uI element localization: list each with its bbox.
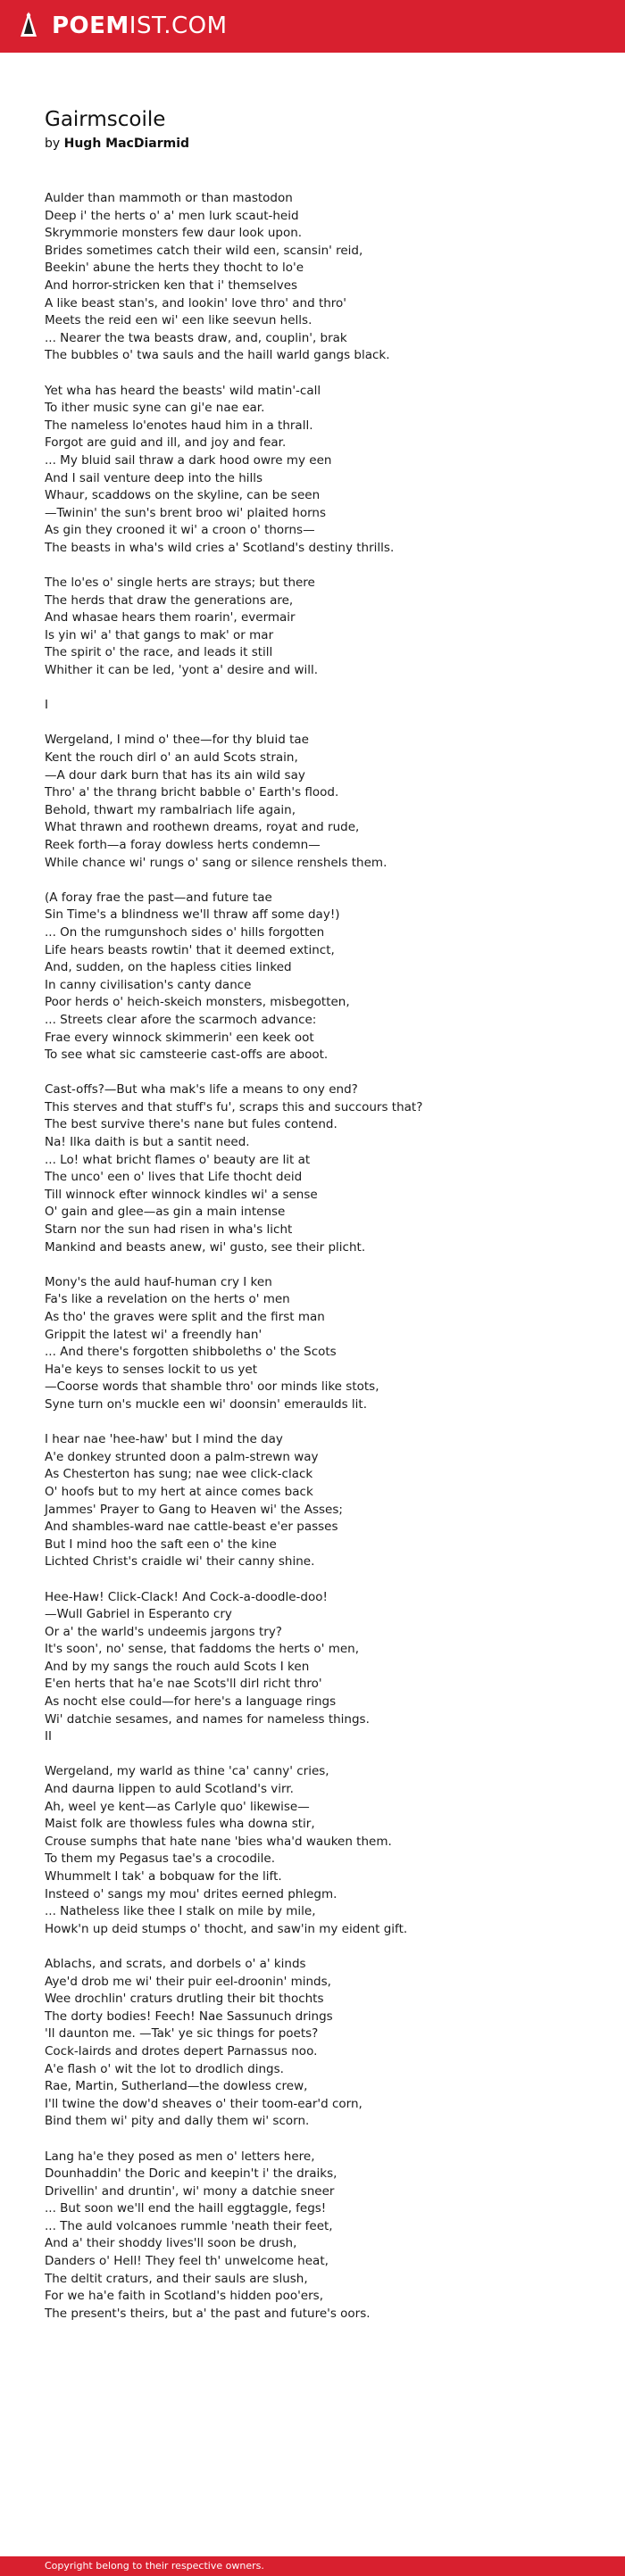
- poem-line: II: [45, 1729, 52, 1744]
- poem-line: Whummelt I tak' a bobquaw for the lift.: [45, 1869, 282, 1884]
- poem-content: [45, 106, 598, 2340]
- site-logo-link[interactable]: [52, 12, 228, 39]
- poem-line: Poor herds o' heich-skeich monsters, misbegotten,: [45, 995, 350, 1010]
- poem-line: Yet wha has heard the beasts' wild matin'-call: [45, 383, 321, 398]
- poem-line: The bubbles o' twa sauls and the haill warld gangs black.: [45, 348, 390, 363]
- poem-line: ... But soon we'll end the haill eggtaggle, fegs!: [45, 2201, 327, 2216]
- author-link[interactable]: Hugh MacDiarmid: [63, 137, 190, 151]
- poem-line: While chance wi' rungs o' sang or silence renshels them.: [45, 855, 388, 870]
- poem-line: ... Nearer the twa beasts draw, and, couplin', brak: [45, 330, 347, 345]
- poem-line: Hee-Haw! Click-Clack! And Cock-a-doodle-doo!: [45, 1589, 328, 1604]
- poemist-logo-icon[interactable]: [19, 10, 38, 42]
- poem-line: ... The auld volcanoes rummle 'neath their feet,: [45, 2218, 333, 2233]
- poem-line: Lichted Christ's craidle wi' their canny shine.: [45, 1554, 315, 1570]
- stanza: [45, 383, 598, 558]
- poem-line: —Coorse words that shamble thro' oor minds like stots,: [45, 1379, 379, 1395]
- poem-line: Till winnock efter winnock kindles wi' a sense: [45, 1187, 318, 1202]
- poem-line: Drivellin' and druntin', wi' mony a datchie sneer: [45, 2183, 335, 2199]
- poem-line: And, sudden, on the hapless cities linked: [45, 960, 292, 975]
- stanza: [45, 890, 598, 1064]
- poem-line: As gin they crooned it wi' a croon o' thorns—: [45, 523, 315, 538]
- poem-line: Aye'd drob me wi' their puir eel-droonin' minds,: [45, 1974, 331, 1989]
- poem-line: Skrymmorie monsters few daur look upon.: [45, 226, 303, 241]
- poem-line: ... And there's forgotten shibboleths o' the Scots: [45, 1345, 337, 1360]
- poem-line: This sterves and that stuff's fu', scraps this and succours that?: [45, 1099, 423, 1114]
- brand-light: IST.COM: [129, 12, 228, 39]
- poem-line: Forgot are guid and ill, and joy and fear.: [45, 435, 287, 451]
- poem-line: Aulder than mammoth or than mastodon: [45, 191, 293, 205]
- poem-line: The present's theirs, but a' the past and future's oors.: [45, 2306, 371, 2321]
- poem-line: ... Lo! what bricht flames o' beauty are lit at: [45, 1152, 311, 1167]
- poem-line: Danders o' Hell! They feel th' unwelcome heat,: [45, 2254, 329, 2269]
- poem-line: O' gain and glee—as gin a main intense: [45, 1205, 286, 1220]
- site-header: [0, 0, 625, 53]
- stanza: [45, 1274, 598, 1414]
- poem-line: Na! Ilka daith is but a santit need.: [45, 1135, 250, 1150]
- poem-line: And whasae hears them roarin', evermair: [45, 610, 296, 625]
- poem-line: And daurna lippen to auld Scotland's virr.: [45, 1782, 294, 1797]
- poem-line: Thro' a' the thrang bricht babble o' Earth's flood.: [45, 785, 339, 800]
- poem-line: For we ha'e faith in Scotland's hidden poo'ers,: [45, 2289, 323, 2304]
- poem-line: Fa's like a revelation on the herts o' men: [45, 1292, 290, 1307]
- poem-line: 'Il daunton me. —Tak' ye sic things for poets?: [45, 2026, 319, 2042]
- poem-line: A'e flash o' wit the lot to drodlich dings.: [45, 2061, 284, 2076]
- poem-line: Dounhaddin' the Doric and keepin't i' the draiks,: [45, 2166, 338, 2182]
- poem-line: Syne turn on's muckle een wi' doonsin' emeraulds lit.: [45, 1396, 367, 1412]
- poem-title: Gairmscoile: [45, 108, 166, 131]
- poem-line: What thrawn and roothewn dreams, royat and rude,: [45, 820, 360, 835]
- poem-line: ... Natheless like thee I stalk on mile by mile,: [45, 1904, 316, 1919]
- poem-line: Beekin' abune the herts they thocht to lo'e: [45, 261, 304, 276]
- stanza: [45, 1081, 598, 1256]
- stanza: [45, 575, 598, 680]
- poem-line: Rae, Martin, Sutherland—the dowless crew,: [45, 2079, 308, 2094]
- poem-line: Wergeland, I mind o' thee—for thy bluid tae: [45, 733, 309, 748]
- poem-line: —A dour dark burn that has its ain wild say: [45, 767, 305, 783]
- poem-line: Wergeland, my warld as thine 'ca' canny' cries,: [45, 1764, 329, 1779]
- stanza: [45, 732, 598, 872]
- poem-line: The nameless lo'enotes haud him in a thrall.: [45, 418, 313, 433]
- poem-line: Insteed o' sangs my mou' drites eerned phlegm.: [45, 1886, 338, 1901]
- poem-line: The unco' een o' lives that Life thocht deid: [45, 1170, 303, 1185]
- by-label: by: [45, 137, 61, 151]
- byline: [45, 135, 598, 153]
- copyright-text: Copyright belong to their respective owners.: [45, 2560, 264, 2572]
- poem-line: Cock-lairds and drotes depert Parnassus noo.: [45, 2043, 318, 2058]
- poem-line: As Chesterton has sung; nae wee click-clack: [45, 1467, 313, 1482]
- poem-line: Crouse sumphs that hate nane 'bies wha'd wauken them.: [45, 1834, 392, 1849]
- poem-line: I'll twine the dow'd sheaves o' their toom-ear'd corn,: [45, 2096, 362, 2111]
- poem-line: I hear nae 'hee-haw' but I mind the day: [45, 1432, 283, 1447]
- poem-line: A'e donkey strunted doon a palm-strewn way: [45, 1449, 319, 1464]
- poem-line: Deep i' the herts o' a' men lurk scaut-heid: [45, 208, 299, 223]
- poem-line: The herds that draw the generations are,: [45, 592, 294, 608]
- poem-line: Or a' the warld's undeemis jargons try?: [45, 1624, 282, 1639]
- poem-line: Life hears beasts rowtin' that it deemed extinct,: [45, 942, 335, 957]
- poem-line: Reek forth—a foray dowless herts condemn—: [45, 837, 321, 852]
- poem-line: —Wull Gabriel in Esperanto cry: [45, 1607, 232, 1622]
- poem-line: E'en herts that ha'e nae Scots'll dirl richt thro': [45, 1677, 322, 1692]
- poem-line: O' hoofs but to my hert at aince comes back: [45, 1484, 313, 1499]
- poem-line: And shambles-ward nae cattle-beast e'er passes: [45, 1520, 338, 1535]
- poem-line: To them my Pegasus tae's a crocodile.: [45, 1851, 276, 1867]
- poem-line: Whither it can be led, 'yont a' desire and will.: [45, 663, 319, 678]
- brand-strong: POEM: [52, 12, 129, 39]
- poem-line: Whaur, scaddows on the skyline, can be seen: [45, 488, 321, 503]
- poem-line: Ablachs, and scrats, and dorbels o' a' kinds: [45, 1956, 306, 1971]
- poem-line: (A foray frae the past—and future tae: [45, 890, 272, 905]
- stanza: [45, 1431, 598, 1571]
- poem-line: It's soon', no' sense, that faddoms the herts o' men,: [45, 1642, 359, 1657]
- poem-line: Jammes' Prayer to Gang to Heaven wi' the Asses;: [45, 1502, 343, 1517]
- poem-line: Howk'n up deid stumps o' thocht, and saw'in my eident gift.: [45, 1921, 408, 1936]
- poem-line: A like beast stan's, and lookin' love thro' and thro': [45, 295, 347, 311]
- poem-line: And by my sangs the rouch auld Scots I ken: [45, 1659, 310, 1674]
- poem-line: The lo'es o' single herts are strays; but there: [45, 576, 315, 591]
- poem-line: The spirit o' the race, and leads it still: [45, 645, 273, 660]
- poem-line: Sin Time's a blindness we'll thraw aff some day!): [45, 907, 340, 923]
- poem-line: To ither music syne can gi'e nae ear.: [45, 401, 265, 416]
- poem-line: The deltit craturs, and their sauls are slush,: [45, 2271, 308, 2286]
- poem-line: ... On the rumgunshoch sides o' hills forgotten: [45, 924, 325, 940]
- poem-line: The dorty bodies! Feech! Nae Sassunuch drings: [45, 2009, 333, 2024]
- stanza: [45, 1589, 598, 1746]
- poem-line: Behold, thwart my rambalriach life again,: [45, 802, 296, 817]
- poem-line: But I mind hoo the saft een o' the kine: [45, 1536, 277, 1552]
- poem-line: Frae every winnock skimmerin' een keek oot: [45, 1030, 314, 1045]
- poem-line: ... My bluid sail thraw a dark hood owre my een: [45, 452, 332, 468]
- poem-line: Cast-offs?—But wha mak's life a means to ony end?: [45, 1082, 358, 1097]
- poem-line: Meets the reid een wi' een like seevun hells.: [45, 313, 312, 328]
- poem-line: Grippit the latest wi' a freendly han': [45, 1327, 262, 1342]
- poem-line: Starn nor the sun had risen in wha's licht: [45, 1222, 293, 1238]
- poem-line: And a' their shoddy lives'll soon be drush,: [45, 2236, 297, 2251]
- poem-line: Mony's the auld hauf-human cry I ken: [45, 1274, 272, 1289]
- site-footer: [0, 2556, 625, 2576]
- stanza: [45, 697, 598, 715]
- poem-line: As tho' the graves were split and the first man: [45, 1310, 325, 1324]
- poem-line: Wi' datchie sesames, and names for nameless things.: [45, 1711, 370, 1727]
- stanza: [45, 1956, 598, 2131]
- poem-line: To see what sic camsteerie cast-offs are aboot.: [45, 1048, 329, 1063]
- poem-line: Ah, weel ye kent—as Carlyle quo' likewise—: [45, 1799, 310, 1814]
- poem-line: I: [45, 698, 48, 713]
- poem-line: And horror-stricken ken that i' themselves: [45, 277, 298, 293]
- poem-line: Brides sometimes catch their wild een, scansin' reid,: [45, 243, 363, 258]
- poem-line: In canny civilisation's canty dance: [45, 977, 252, 992]
- poem-line: Mankind and beasts anew, wi' gusto, see their plicht.: [45, 1239, 366, 1255]
- poem-line: And I sail venture deep into the hills: [45, 470, 263, 485]
- poem-line: —Twinin' the sun's brent broo wi' plaited horns: [45, 505, 327, 520]
- poem-line: Lang ha'e they posed as men o' letters here,: [45, 2149, 315, 2164]
- poem-line: The beasts in wha's wild cries a' Scotland's destiny thrills.: [45, 540, 395, 555]
- poem-line: Is yin wi' a' that gangs to mak' or mar: [45, 627, 274, 642]
- stanza: [45, 2149, 598, 2323]
- stanza: [45, 1763, 598, 1938]
- poem-body: [45, 190, 598, 2323]
- poem-line: The best survive there's nane but fules contend.: [45, 1117, 338, 1132]
- poem-line: Wee drochlin' craturs drutling their bit thochts: [45, 1992, 324, 2007]
- poem-line: Kent the rouch dirl o' an auld Scots strain,: [45, 750, 298, 765]
- poem-line: ... Streets clear afore the scarmoch advance:: [45, 1012, 317, 1027]
- poem-line: Bind them wi' pity and dally them wi' scorn.: [45, 2114, 310, 2129]
- poem-line: Maist folk are thowless fules wha downa stir,: [45, 1817, 315, 1832]
- stanza: [45, 190, 598, 365]
- poem-line: As nocht else could—for here's a language rings: [45, 1694, 337, 1710]
- poem-line: Ha'e keys to senses lockit to us yet: [45, 1362, 257, 1377]
